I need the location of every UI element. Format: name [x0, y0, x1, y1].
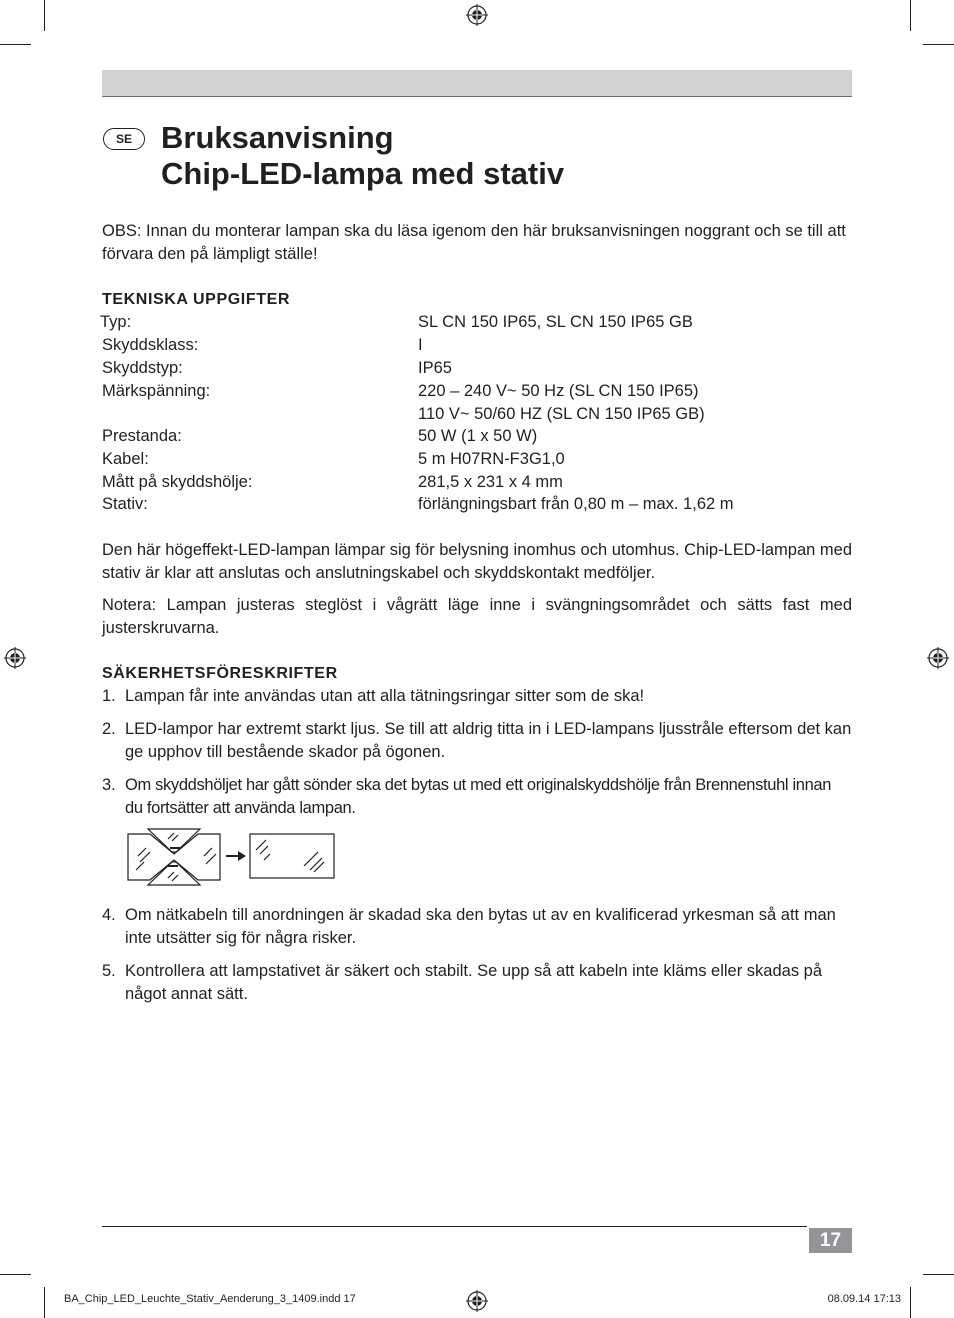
list-text: LED-lampor har extremt starkt ljus. Se till att aldrig titta in i LED-lampans ljusstråle eftersom det kan ge upphov till bestående skador på ögonen.: [125, 720, 852, 761]
arrow-right-icon: [226, 851, 246, 861]
spec-label: Skyddstyp:: [102, 359, 183, 377]
spec-value: 220 – 240 V~ 50 Hz (SL CN 150 IP65): [418, 382, 699, 400]
spec-label: Skyddsklass:: [102, 336, 199, 354]
crop-mark: [910, 1287, 911, 1318]
list-number: 1.: [102, 687, 116, 705]
registration-mark-icon: [466, 1290, 488, 1312]
cover-replacement-illustration: [124, 826, 338, 888]
spec-label: Prestanda:: [102, 427, 182, 445]
safety-heading: SÄKERHETSFÖRESKRIFTER: [102, 665, 338, 682]
description-paragraph: Den här högeffekt-LED-lampan lämpar sig för belysning inomhus och utomhus. Chip-LED-lampan med stativ är klar att anslutas och anslutningskabel och skyddskontakt medföljer.: [102, 541, 852, 582]
crop-mark: [44, 1287, 45, 1318]
title-line-2: Chip-LED-lampa med stativ: [161, 156, 565, 191]
slug-filename: BA_Chip_LED_Leuchte_Stativ_Aenderung_3_1409.indd 17: [64, 1293, 356, 1305]
spec-label: Stativ:: [102, 495, 148, 513]
spec-value: SL CN 150 IP65, SL CN 150 IP65 GB: [418, 313, 693, 331]
page-number: 17: [809, 1228, 852, 1253]
list-text: Lampan får inte användas utan att alla tätningsringar sitter som de ska!: [125, 687, 645, 705]
crop-mark: [0, 1274, 31, 1275]
spec-row: [102, 493, 852, 516]
spec-row: [102, 357, 852, 380]
spec-row: [102, 334, 852, 357]
spec-value: 110 V~ 50/60 HZ (SL CN 150 IP65 GB): [418, 405, 705, 423]
crop-mark: [0, 44, 31, 45]
registration-mark-icon: [466, 4, 488, 26]
spec-row: [102, 425, 852, 448]
spec-value: IP65: [418, 359, 452, 377]
spec-value: I: [418, 336, 423, 354]
list-number: 4.: [102, 906, 116, 924]
spec-value: 50 W (1 x 50 W): [418, 427, 538, 445]
list-number: 5.: [102, 962, 116, 980]
broken-cover-icon: [128, 829, 220, 885]
list-number: 2.: [102, 720, 116, 738]
registration-mark-icon: [927, 647, 949, 669]
page-title: [161, 120, 564, 192]
slug-date: 08.09.14 17:13: [827, 1293, 901, 1305]
spec-value: 281,5 x 231 x 4 mm: [418, 473, 563, 491]
spec-label: Mått på skyddshölje:: [102, 473, 253, 491]
header-bar: [102, 70, 852, 97]
spec-label: Typ:: [100, 313, 132, 331]
spec-row: [102, 380, 852, 403]
crop-mark: [910, 0, 911, 31]
spec-label: Märkspänning:: [102, 382, 211, 400]
new-cover-icon: [250, 834, 334, 878]
intro-paragraph: OBS: Innan du monterar lampan ska du läsa igenom den här bruksanvisningen noggrant och se till att förvara den på lämpligt ställe!: [102, 222, 846, 263]
crop-mark: [923, 44, 954, 45]
registration-mark-icon: [4, 647, 26, 669]
list-text: Kontrollera att lampstativet är säkert och stabilt. Se upp så att kabeln inte kläms eller skadas på något annat sätt.: [125, 962, 823, 1003]
note-paragraph: Notera: Lampan justeras steglöst i vågrätt läge inne i svängningsområdet och sätts fast med justerskruvarna.: [102, 596, 852, 637]
spec-value: förlängningsbart från 0,80 m – max. 1,62 m: [418, 495, 734, 513]
crop-mark: [923, 1274, 954, 1275]
specs-heading: TEKNISKA UPPGIFTER: [102, 291, 290, 308]
spec-row: [102, 471, 852, 494]
spec-row: [102, 448, 852, 471]
language-badge: SE: [103, 128, 145, 150]
list-number: 3.: [102, 776, 116, 794]
list-text: Om nätkabeln till anordningen är skadad ska den bytas ut av en kvalificerad yrkesman så att man inte utsätter sig för några risker.: [125, 906, 836, 947]
spec-value: 5 m H07RN-F3G1,0: [418, 450, 565, 468]
spec-row: [102, 403, 852, 426]
spec-row: [102, 311, 852, 334]
footer-divider: [102, 1226, 807, 1227]
spec-label: Kabel:: [102, 450, 149, 468]
crop-mark: [44, 0, 45, 31]
title-line-1: Bruksanvisning: [161, 120, 394, 155]
list-text: Om skyddshöljet har gått sönder ska det bytas ut med ett originalskyddshölje från Brennenstuhl innan du fortsätter att använda lampan.: [125, 776, 832, 817]
